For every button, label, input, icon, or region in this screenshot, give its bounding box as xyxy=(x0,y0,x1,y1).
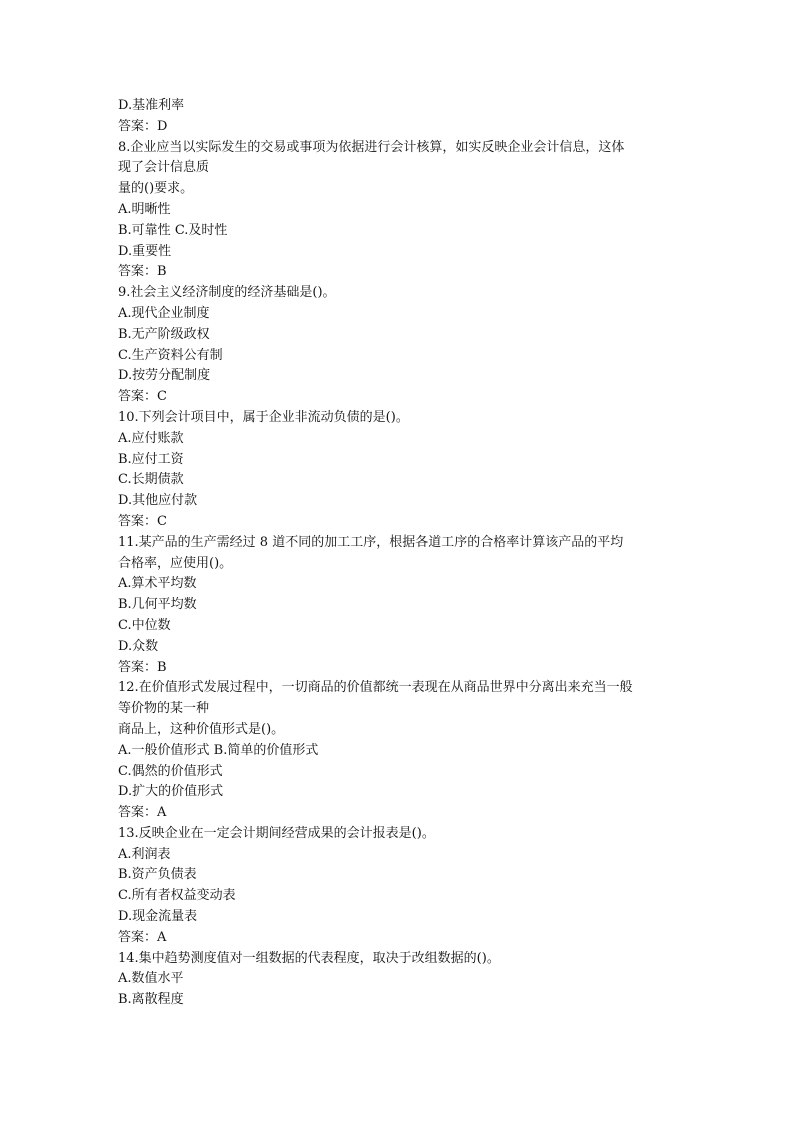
text-line: B.资产负债表 xyxy=(118,867,197,883)
text-line: 等价物的某一种 xyxy=(118,701,210,717)
text-line: B.应付工资 xyxy=(118,451,184,467)
text-line: 答案：B xyxy=(118,264,167,280)
text-line: C.所有者权益变动表 xyxy=(118,888,236,904)
text-line: 答案：B xyxy=(118,659,167,675)
text-line: 现了会计信息质 xyxy=(118,160,210,176)
text-line: B.离散程度 xyxy=(118,992,184,1008)
text-line: D.现金流量表 xyxy=(118,909,198,925)
text-line: C.中位数 xyxy=(118,617,171,633)
document-body xyxy=(118,96,678,1011)
text-line: 合格率，应使用()。 xyxy=(118,555,233,571)
text-line: A.明晰性 xyxy=(118,201,171,217)
text-line: 答案：D xyxy=(118,118,168,134)
text-line: 答案：C xyxy=(118,389,167,405)
text-line: 商品上，这种价值形式是()。 xyxy=(118,721,285,737)
text-line: A.数值水平 xyxy=(118,971,184,987)
text-line: A.现代企业制度 xyxy=(118,305,210,321)
text-line: D.众数 xyxy=(118,638,159,654)
text-line: B.可靠性 C.及时性 xyxy=(118,222,228,238)
text-line: A.一般价值形式 B.简单的价值形式 xyxy=(118,742,319,758)
text-line: 10.下列会计项目中，属于企业非流动负债的是()。 xyxy=(118,409,409,425)
text-line: C.生产资料公有制 xyxy=(118,347,223,363)
text-line: 量的()要求。 xyxy=(118,181,194,197)
text-line: 12.在价值形式发展过程中，一切商品的价值都统一表现在从商品世界中分离出来充当一般 xyxy=(118,680,633,696)
text-line: 14.集中趋势测度值对一组数据的代表程度，取决于改组数据的()。 xyxy=(118,950,500,966)
text-line: D.其他应付款 xyxy=(118,493,198,509)
text-line: A.算术平均数 xyxy=(118,576,197,592)
text-line: 8.企业应当以实际发生的交易或事项为依据进行会计核算，如实反映企业会计信息，这体 xyxy=(118,139,625,155)
text-line: 答案：A xyxy=(118,929,167,945)
text-line: 13.反映企业在一定会计期间经营成果的会计报表是()。 xyxy=(118,825,435,841)
text-line: 9.社会主义经济制度的经济基础是()。 xyxy=(118,285,336,301)
text-line: 答案：A xyxy=(118,805,167,821)
text-line: A.应付账款 xyxy=(118,430,184,446)
text-line: D.基准利率 xyxy=(118,98,185,113)
text-line: A.利润表 xyxy=(118,846,171,862)
text-line: 11.某产品的生产需经过 8 道不同的加工工序，根据各道工序的合格率计算该产品的平均 xyxy=(118,534,624,550)
text-line: D.重要性 xyxy=(118,243,172,259)
text-line: B.几何平均数 xyxy=(118,597,197,613)
text-line: 答案：C xyxy=(118,513,167,529)
text-line: B.无产阶级政权 xyxy=(118,326,210,342)
text-line: C.偶然的价值形式 xyxy=(118,763,223,779)
text-line: D.扩大的价值形式 xyxy=(118,784,224,800)
text-line: D.按劳分配制度 xyxy=(118,368,211,384)
text-line: C.长期债款 xyxy=(118,472,184,488)
